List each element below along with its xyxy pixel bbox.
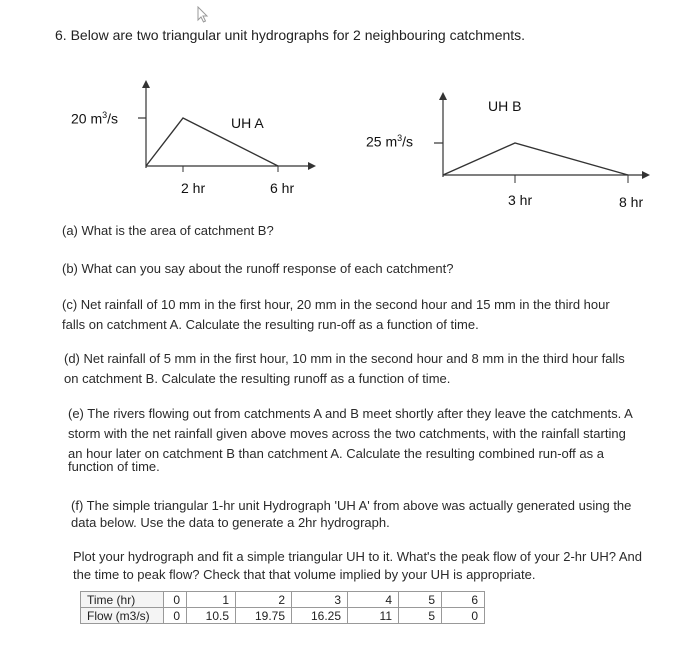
flow-cell: 5	[399, 608, 442, 624]
uh-a-diagram	[138, 80, 316, 172]
uh-b-y-arrow	[439, 92, 447, 100]
uh-b-base-time: 8 hr	[619, 194, 644, 210]
flow-cell: 0	[442, 608, 485, 624]
part-c-line-1: (c) Net rainfall of 10 mm in the first hour, 20 mm in the second hour and 15 mm in the third hour	[62, 297, 610, 312]
uh-a-peak-label: 20 $m^3/s$	[71, 110, 119, 127]
flow-cell: 11	[348, 608, 399, 624]
flow-cell: 19.75	[236, 608, 292, 624]
hydrograph-data-table	[80, 591, 485, 624]
uh-a-y-arrow	[142, 80, 150, 88]
uh-b-diagram	[434, 92, 650, 183]
time-cell: 2	[236, 592, 292, 608]
uh-b-x-arrow	[642, 171, 650, 179]
time-cell: 5	[399, 592, 442, 608]
time-cell: 6	[442, 592, 485, 608]
flow-cell: 0	[164, 608, 187, 624]
time-cell: 1	[187, 592, 236, 608]
uh-a-base-time: 6 hr	[270, 180, 295, 196]
part-f-line-2: data below. Use the data to generate a 2hr hydrograph.	[71, 515, 390, 530]
table-row-time	[81, 592, 485, 608]
part-a: (a) What is the area of catchment B?	[62, 223, 274, 238]
uh-b-peak-label: 25 $m^3/s$	[366, 133, 414, 150]
time-header: Time (hr)	[81, 592, 164, 608]
part-d-line-2: on catchment B. Calculate the resulting runoff as a function of time.	[64, 371, 451, 386]
part-c-line-2: falls on catchment A. Calculate the resulting run-off as a function of time.	[62, 317, 479, 332]
flow-header: Flow (m3/s)	[81, 608, 164, 624]
part-e-line-3: an hour later on catchment B than catchment A. Calculate the resulting combined run-off as a	[68, 446, 604, 461]
part-e-line-2: storm with the net rainfall given above moves across the two catchments, with the rainfall starting	[68, 426, 626, 441]
uh-b-triangle	[443, 143, 628, 175]
uh-a-x-arrow	[308, 162, 316, 170]
part-f-line-4: the time to peak flow? Check that that volume implied by your UH is appropriate.	[73, 567, 536, 582]
part-e-line-4: function of time.	[68, 459, 160, 474]
part-b: (b) What can you say about the runoff response of each catchment?	[62, 261, 454, 276]
time-cell: 4	[348, 592, 399, 608]
uh-b-time-to-peak: 3 hr	[508, 192, 533, 208]
part-f-line-1: (f) The simple triangular 1-hr unit Hydrograph 'UH A' from above was actually generated using the	[71, 498, 632, 513]
part-f-line-3: Plot your hydrograph and fit a simple triangular UH to it. What's the peak flow of your 2-hr UH? And	[73, 549, 642, 564]
table-row-flow	[81, 608, 485, 624]
flow-cell: 16.25	[292, 608, 348, 624]
question-title: 6. Below are two triangular unit hydrographs for 2 neighbouring catchments.	[55, 27, 526, 43]
flow-cell: 10.5	[187, 608, 236, 624]
uh-a-name: UH A	[231, 115, 264, 131]
uh-a-time-to-peak: 2 hr	[181, 180, 206, 196]
time-cell: 0	[164, 592, 187, 608]
uh-b-name: UH B	[488, 98, 522, 114]
part-e-line-1: (e) The rivers flowing out from catchments A and B meet shortly after they leave the catchments. A	[68, 406, 633, 421]
part-d-line-1: (d) Net rainfall of 5 mm in the first hour, 10 mm in the second hour and 8 mm in the third hour falls	[64, 351, 625, 366]
time-cell: 3	[292, 592, 348, 608]
